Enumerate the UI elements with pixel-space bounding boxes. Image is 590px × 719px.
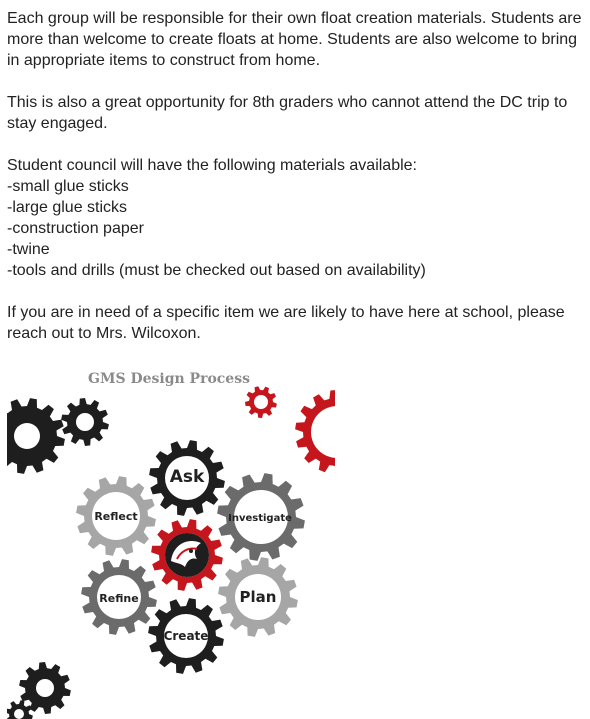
paragraph-contact bbox=[7, 302, 585, 344]
corner-gear-bottom-small-icon bbox=[7, 700, 33, 719]
corner-gear-bottom-icon bbox=[19, 662, 71, 714]
paragraph-dc-trip-text: This is also a great opportunity for 8th graders who cannot attend the DC trip to stay engaged. bbox=[7, 94, 568, 132]
corner-gear-bottom-small-icon-hole bbox=[14, 709, 24, 719]
step-label-plan: Plan bbox=[239, 588, 277, 606]
paragraph-float-materials bbox=[7, 8, 585, 71]
step-label-ask: Ask bbox=[169, 467, 205, 487]
step-label-reflect: Reflect bbox=[94, 510, 138, 523]
material-item: -twine bbox=[7, 241, 50, 258]
corner-gear-red-icon bbox=[245, 386, 277, 418]
paragraph-contact-text: If you are in need of a specific item we are likely to have here at school, please reach out to Mrs. Wilcoxon. bbox=[7, 304, 565, 342]
material-item: -construction paper bbox=[7, 220, 144, 237]
material-item: -tools and drills (must be checked out based on availability) bbox=[7, 262, 426, 279]
material-item: -large glue sticks bbox=[7, 199, 128, 216]
corner-gear-red-icon-hole bbox=[254, 395, 268, 409]
document-body bbox=[7, 8, 585, 365]
corner-gear-bottom-icon-hole bbox=[36, 679, 54, 697]
materials-intro: Student council will have the following materials available: bbox=[7, 157, 417, 174]
corner-gear-red-large-icon bbox=[295, 390, 335, 474]
design-process-figure bbox=[7, 362, 335, 719]
corner-gear-icon bbox=[7, 398, 65, 474]
material-item: -small glue sticks bbox=[7, 178, 129, 195]
step-label-investigate: Investigate bbox=[228, 513, 292, 524]
paragraph-dc-trip bbox=[7, 92, 585, 134]
figure-title: GMS Design Process bbox=[88, 371, 250, 387]
step-label-create: Create bbox=[163, 629, 209, 643]
mascot-emblem-icon bbox=[165, 533, 209, 577]
design-process-graphic bbox=[7, 362, 335, 719]
step-label-refine: Refine bbox=[99, 592, 139, 605]
corner-gear-small-icon bbox=[61, 398, 109, 446]
corner-gear-small-icon-hole bbox=[76, 413, 94, 431]
paragraph-float-materials-text: Each group will be responsible for their own float creation materials. Students are more than welcome to create floats at home. Students are also welcome to bring in appropriate items to construct from home. bbox=[7, 10, 582, 69]
corner-gear-icon-hole bbox=[14, 423, 40, 449]
materials-list-block bbox=[7, 155, 585, 281]
